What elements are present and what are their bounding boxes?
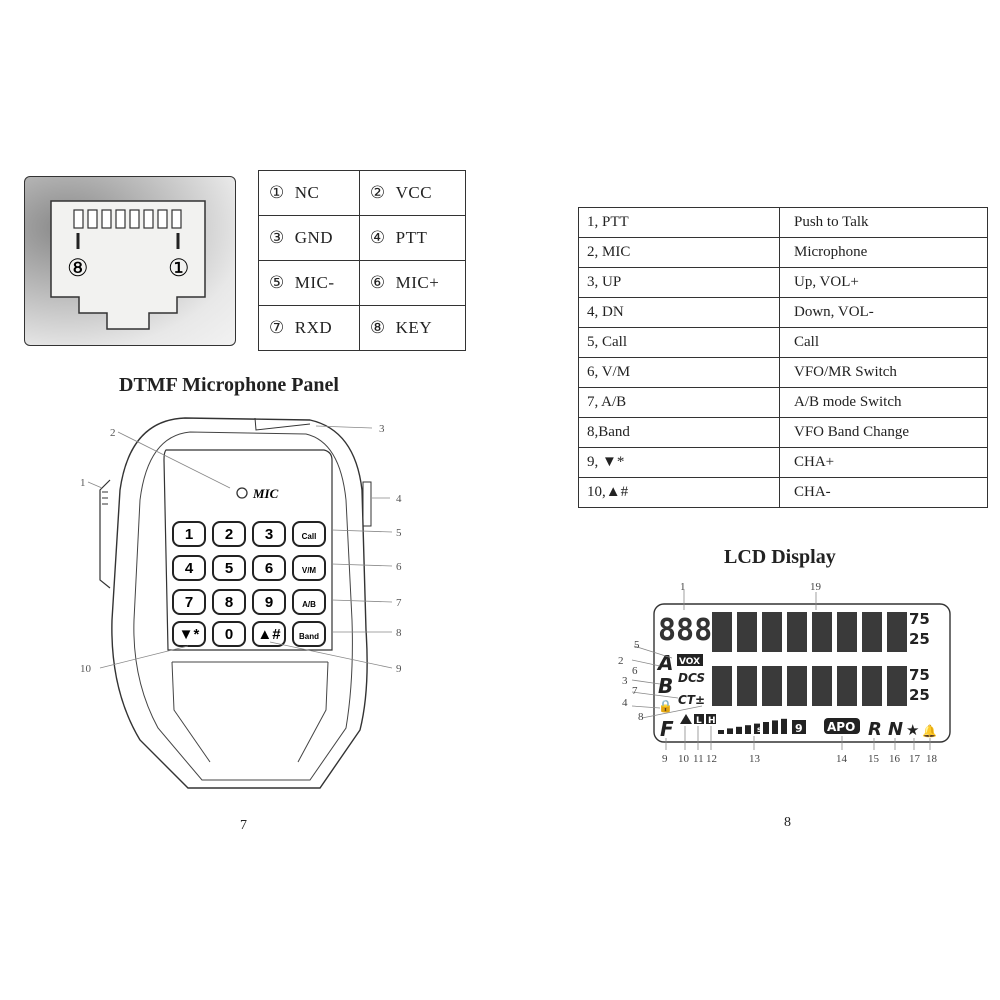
lcd-callout-6: 6 xyxy=(632,665,638,677)
table-row xyxy=(579,478,988,508)
signal-bar xyxy=(772,720,778,734)
pin-cell: ⑧ KEY xyxy=(359,306,465,351)
lcd-diagram xyxy=(612,580,957,772)
keypad-key-label: 1 xyxy=(184,526,194,543)
keypad-key-label: 5 xyxy=(224,560,234,577)
keypad-key-label: 3 xyxy=(264,526,274,543)
callout-5: 5 xyxy=(396,527,402,539)
lcd-callout-11: 11 xyxy=(693,753,704,765)
s-indicator: s xyxy=(757,725,762,734)
connector-outline xyxy=(25,177,235,345)
keypad-key-label: V/M xyxy=(301,566,317,575)
function-key: 5, Call xyxy=(579,328,780,358)
table-row xyxy=(579,268,988,298)
table-row xyxy=(579,328,988,358)
keypad-key-label: Band xyxy=(299,632,319,641)
function-desc: Push to Talk xyxy=(780,208,988,238)
function-desc: CHA+ xyxy=(780,448,988,478)
pin-cell: ② VCC xyxy=(359,171,465,216)
pinout-table xyxy=(258,170,466,351)
lcd-character-block xyxy=(712,612,732,652)
pin-1-label: ① xyxy=(168,255,190,282)
lcd-callout-18: 18 xyxy=(926,753,937,765)
seg25-top: 25 xyxy=(909,630,930,648)
keypad-key-label: 8 xyxy=(224,594,234,611)
mic-logo-text: MIC xyxy=(253,486,279,501)
lcd-callout-2: 2 xyxy=(618,655,624,667)
pin-cell: ③ GND xyxy=(259,216,360,261)
function-desc: Call xyxy=(780,328,988,358)
callout-3: 3 xyxy=(379,423,385,435)
seg75-bottom: 75 xyxy=(909,666,930,684)
callout-7: 7 xyxy=(396,597,402,609)
seg75-top: 75 xyxy=(909,610,930,628)
lcd-callout-14: 14 xyxy=(836,753,847,765)
table-row xyxy=(579,388,988,418)
callout-1: 1 xyxy=(80,477,86,489)
table-row xyxy=(579,208,988,238)
lcd-character-block xyxy=(737,612,757,652)
lcd-title: LCD Display xyxy=(724,546,836,568)
lcd-character-block xyxy=(812,612,832,652)
function-key: 10,▲# xyxy=(579,478,780,508)
table-row xyxy=(579,298,988,328)
function-table xyxy=(578,207,988,508)
lcd-callout-12: 12 xyxy=(706,753,717,765)
signal-bar xyxy=(763,722,769,734)
lcd-callout-1: 1 xyxy=(680,581,686,593)
lcd-b-indicator: B xyxy=(658,674,674,698)
page-number-right: 8 xyxy=(784,815,791,830)
signal-bar xyxy=(727,728,733,734)
lcd-character-block xyxy=(762,666,782,706)
table-row xyxy=(579,448,988,478)
lcd-callout-5: 5 xyxy=(634,639,640,651)
vox-icon: VOX xyxy=(679,657,701,667)
function-desc: A/B mode Switch xyxy=(780,388,988,418)
page-number-left: 7 xyxy=(240,818,247,833)
table-row xyxy=(579,418,988,448)
apo-icon: APO xyxy=(827,720,856,734)
lcd-character-block xyxy=(762,612,782,652)
microphone-diagram xyxy=(70,410,420,800)
lcd-callout-19: 19 xyxy=(810,581,821,593)
lcd-character-block xyxy=(887,666,907,706)
keypad-key-label: 6 xyxy=(264,560,274,577)
function-key: 2, MIC xyxy=(579,238,780,268)
mic-panel-title: DTMF Microphone Panel xyxy=(119,374,339,396)
lcd-callout-15: 15 xyxy=(868,753,879,765)
signal-bar xyxy=(781,719,787,734)
keypad-key-label: 0 xyxy=(224,626,234,643)
function-desc: Microphone xyxy=(780,238,988,268)
pin-cell: ⑤ MIC- xyxy=(259,261,360,306)
callout-10: 10 xyxy=(80,663,91,675)
function-desc: Up, VOL+ xyxy=(780,268,988,298)
function-key: 7, A/B xyxy=(579,388,780,418)
n-indicator: N xyxy=(888,719,904,740)
lcd-character-block xyxy=(862,612,882,652)
keypad-key-label: 9 xyxy=(264,594,274,611)
star-icon: ★ xyxy=(906,721,920,739)
keypad-key-label: 7 xyxy=(184,594,194,611)
keypad-key-label: A/B xyxy=(302,600,316,609)
lcd-character-block xyxy=(837,612,857,652)
lcd-character-block xyxy=(812,666,832,706)
f-indicator: F xyxy=(660,717,674,741)
pin-cell: ① NC xyxy=(259,171,360,216)
nine-indicator: 9 xyxy=(795,722,803,735)
seg25-bottom: 25 xyxy=(909,686,930,704)
dcs-icon: DCS xyxy=(678,671,705,685)
lcd-character-block xyxy=(837,666,857,706)
lcd-callout-7: 7 xyxy=(632,685,638,697)
callout-6: 6 xyxy=(396,561,402,573)
lcd-character-block xyxy=(737,666,757,706)
pin-cell: ④ PTT xyxy=(359,216,465,261)
function-key: 1, PTT xyxy=(579,208,780,238)
table-row xyxy=(259,306,466,351)
lcd-character-block xyxy=(862,666,882,706)
table-row xyxy=(259,171,466,216)
table-row xyxy=(579,358,988,388)
function-desc: Down, VOL- xyxy=(780,298,988,328)
keypad-key-label: ▲# xyxy=(257,626,281,643)
lcd-callout-8: 8 xyxy=(638,711,644,723)
lcd-callout-17: 17 xyxy=(909,753,920,765)
lcd-character-block xyxy=(787,612,807,652)
lcd-a-indicator: A xyxy=(658,651,674,675)
lcd-character-block xyxy=(787,666,807,706)
lcd-character-block xyxy=(712,666,732,706)
table-row xyxy=(579,238,988,268)
signal-bar xyxy=(745,725,751,734)
h-indicator: H xyxy=(708,716,716,726)
ct-icon: CT± xyxy=(678,693,706,707)
lcd-callout-9: 9 xyxy=(662,753,668,765)
callout-9: 9 xyxy=(396,663,402,675)
table-row xyxy=(259,216,466,261)
lcd-callout-3: 3 xyxy=(622,675,628,687)
lcd-callout-4: 4 xyxy=(622,697,628,709)
lcd-callout-10: 10 xyxy=(678,753,689,765)
keypad-key-label: Call xyxy=(301,532,317,541)
function-key: 4, DN xyxy=(579,298,780,328)
rj45-connector-diagram xyxy=(24,176,236,346)
bell-icon: 🔔 xyxy=(922,724,937,738)
lcd-callout-16: 16 xyxy=(889,753,900,765)
r-indicator: R xyxy=(868,719,882,740)
function-desc: VFO/MR Switch xyxy=(780,358,988,388)
keypad-key-label: ▼* xyxy=(178,626,200,643)
table-row xyxy=(259,261,466,306)
function-desc: VFO Band Change xyxy=(780,418,988,448)
lock-icon: 🔒 xyxy=(658,699,673,713)
pin-cell: ⑥ MIC+ xyxy=(359,261,465,306)
lcd-digits: 888 xyxy=(658,613,713,648)
pin-cell: ⑦ RXD xyxy=(259,306,360,351)
pin-8-label: ⑧ xyxy=(67,255,89,282)
callout-4: 4 xyxy=(396,493,402,505)
lcd-callout-13: 13 xyxy=(749,753,760,765)
function-key: 9, ▼* xyxy=(579,448,780,478)
callout-8: 8 xyxy=(396,627,402,639)
function-key: 6, V/M xyxy=(579,358,780,388)
l-indicator: L xyxy=(696,716,702,726)
lcd-character-block xyxy=(887,612,907,652)
keypad-key-label: 2 xyxy=(224,526,234,543)
callout-2: 2 xyxy=(110,427,116,439)
keypad-key-label: 4 xyxy=(184,560,194,577)
function-desc: CHA- xyxy=(780,478,988,508)
function-key: 8,Band xyxy=(579,418,780,448)
signal-bar xyxy=(736,727,742,734)
function-key: 3, UP xyxy=(579,268,780,298)
signal-bar xyxy=(718,730,724,734)
